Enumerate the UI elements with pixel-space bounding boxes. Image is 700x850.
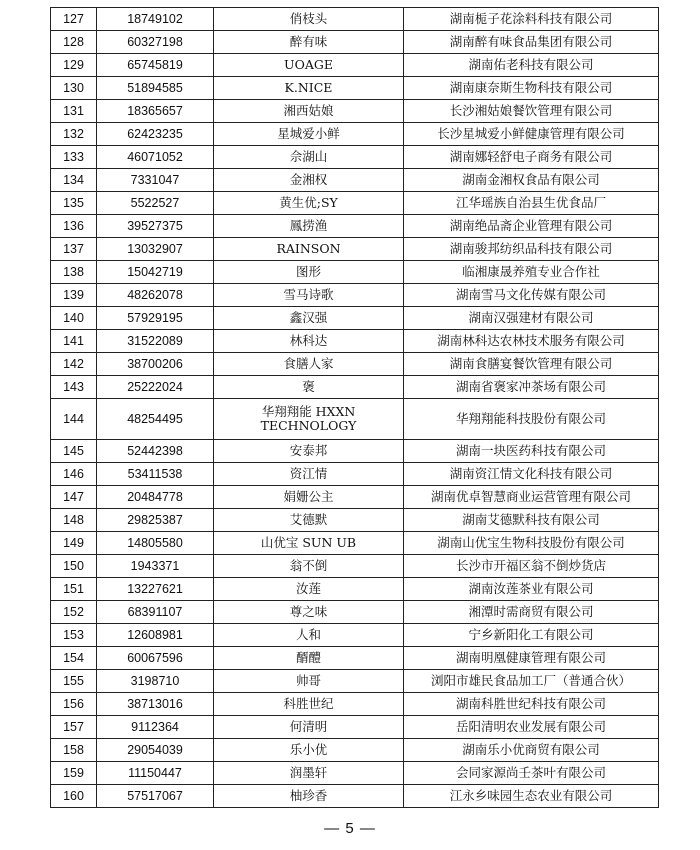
trademark-name: 汝莲 <box>214 578 404 601</box>
company-name: 会同家源尚壬茶叶有限公司 <box>404 762 659 785</box>
trademark-name: 山优宝 SUN UB <box>214 532 404 555</box>
table-row <box>51 330 659 353</box>
row-number: 151 <box>51 578 97 601</box>
trademark-name: 艾德默 <box>214 509 404 532</box>
company-name: 长沙星城爱小鲜健康管理有限公司 <box>404 123 659 146</box>
row-number: 128 <box>51 31 97 54</box>
row-number: 145 <box>51 440 97 463</box>
table-row <box>51 762 659 785</box>
table-row <box>51 785 659 808</box>
row-number: 131 <box>51 100 97 123</box>
registration-number: 38700206 <box>97 353 214 376</box>
row-number: 135 <box>51 192 97 215</box>
row-number: 147 <box>51 486 97 509</box>
row-number: 159 <box>51 762 97 785</box>
company-name: 湖南乐小优商贸有限公司 <box>404 739 659 762</box>
company-name: 长沙市开福区翁不倒炒货店 <box>404 555 659 578</box>
trademark-name: 金湘权 <box>214 169 404 192</box>
registration-number: 14805580 <box>97 532 214 555</box>
trademark-name: K.NICE <box>214 77 404 100</box>
trademark-name: 湘西姑娘 <box>214 100 404 123</box>
table-row <box>51 215 659 238</box>
registration-number: 38713016 <box>97 693 214 716</box>
table-row <box>51 169 659 192</box>
table-row <box>51 123 659 146</box>
table-row <box>51 601 659 624</box>
company-name: 湖南优卓智慧商业运营管理有限公司 <box>404 486 659 509</box>
company-name: 湖南金湘权食品有限公司 <box>404 169 659 192</box>
table-body <box>51 8 659 808</box>
row-number: 148 <box>51 509 97 532</box>
company-name: 宁乡新阳化工有限公司 <box>404 624 659 647</box>
table-row <box>51 578 659 601</box>
table-row <box>51 624 659 647</box>
row-number: 160 <box>51 785 97 808</box>
row-number: 140 <box>51 307 97 330</box>
trademark-name: 俏枝头 <box>214 8 404 31</box>
trademark-name: 娟姗公主 <box>214 486 404 509</box>
trademark-name: 柚珍香 <box>214 785 404 808</box>
registration-number: 11150447 <box>97 762 214 785</box>
trademark-name: 食膳人家 <box>214 353 404 376</box>
row-number: 138 <box>51 261 97 284</box>
registration-number: 12608981 <box>97 624 214 647</box>
company-name: 湖南食膳宴餐饮管理有限公司 <box>404 353 659 376</box>
registration-number: 13227621 <box>97 578 214 601</box>
registration-number: 57517067 <box>97 785 214 808</box>
trademark-name: 何清明 <box>214 716 404 739</box>
company-name: 湖南康奈斯生物科技有限公司 <box>404 77 659 100</box>
row-number: 142 <box>51 353 97 376</box>
registration-number: 18365657 <box>97 100 214 123</box>
table-row <box>51 8 659 31</box>
registration-number: 15042719 <box>97 261 214 284</box>
company-name: 湖南骏邦纺织品科技有限公司 <box>404 238 659 261</box>
table-row <box>51 77 659 100</box>
row-number: 143 <box>51 376 97 399</box>
company-name: 临湘康晟养殖专业合作社 <box>404 261 659 284</box>
row-number: 136 <box>51 215 97 238</box>
table-row <box>51 463 659 486</box>
company-name: 湖南山优宝生物科技股份有限公司 <box>404 532 659 555</box>
table-row <box>51 440 659 463</box>
registration-number: 7331047 <box>97 169 214 192</box>
registration-number: 18749102 <box>97 8 214 31</box>
registration-number: 46071052 <box>97 146 214 169</box>
trademark-name: 褒 <box>214 376 404 399</box>
company-name: 华翔翔能科技股份有限公司 <box>404 399 659 440</box>
trademark-table <box>50 7 659 808</box>
trademark-name: 图形 <box>214 261 404 284</box>
trademark-name: 林科达 <box>214 330 404 353</box>
registration-number: 20484778 <box>97 486 214 509</box>
company-name: 湖南科胜世纪科技有限公司 <box>404 693 659 716</box>
registration-number: 9112364 <box>97 716 214 739</box>
company-name: 湖南汉强建材有限公司 <box>404 307 659 330</box>
company-name: 湖南娜轻舒电子商务有限公司 <box>404 146 659 169</box>
row-number: 154 <box>51 647 97 670</box>
trademark-name: 佘湖山 <box>214 146 404 169</box>
table-row <box>51 100 659 123</box>
row-number: 155 <box>51 670 97 693</box>
registration-number: 68391107 <box>97 601 214 624</box>
trademark-name: 科胜世纪 <box>214 693 404 716</box>
company-name: 长沙湘姑娘餐饮管理有限公司 <box>404 100 659 123</box>
registration-number: 65745819 <box>97 54 214 77</box>
row-number: 134 <box>51 169 97 192</box>
row-number: 153 <box>51 624 97 647</box>
trademark-name: 醉有味 <box>214 31 404 54</box>
table-row <box>51 261 659 284</box>
registration-number: 62423235 <box>97 123 214 146</box>
registration-number: 3198710 <box>97 670 214 693</box>
row-number: 144 <box>51 399 97 440</box>
row-number: 156 <box>51 693 97 716</box>
trademark-name: 润墨轩 <box>214 762 404 785</box>
table-row <box>51 307 659 330</box>
trademark-name: 黄生优;SY <box>214 192 404 215</box>
trademark-name: 醑醴 <box>214 647 404 670</box>
table-row <box>51 31 659 54</box>
table-row <box>51 192 659 215</box>
table-row <box>51 716 659 739</box>
row-number: 130 <box>51 77 97 100</box>
table-row <box>51 353 659 376</box>
table-row <box>51 739 659 762</box>
trademark-name: 人和 <box>214 624 404 647</box>
trademark-name: 乐小优 <box>214 739 404 762</box>
table-row <box>51 486 659 509</box>
table-row <box>51 238 659 261</box>
company-name: 湖南林科达农林技术服务有限公司 <box>404 330 659 353</box>
row-number: 152 <box>51 601 97 624</box>
page-number: — 5 — <box>324 820 376 837</box>
company-name: 江永乡味园生态农业有限公司 <box>404 785 659 808</box>
trademark-name: 翁不倒 <box>214 555 404 578</box>
row-number: 146 <box>51 463 97 486</box>
trademark-name: 星城爱小鲜 <box>214 123 404 146</box>
table-row <box>51 693 659 716</box>
row-number: 158 <box>51 739 97 762</box>
registration-number: 29825387 <box>97 509 214 532</box>
company-name: 湖南艾德默科技有限公司 <box>404 509 659 532</box>
row-number: 150 <box>51 555 97 578</box>
registration-number: 60067596 <box>97 647 214 670</box>
registration-number: 1943371 <box>97 555 214 578</box>
registration-number: 48262078 <box>97 284 214 307</box>
trademark-name: RAINSON <box>214 238 404 261</box>
registration-number: 25222024 <box>97 376 214 399</box>
company-name: 湖南醉有味食品集团有限公司 <box>404 31 659 54</box>
row-number: 157 <box>51 716 97 739</box>
row-number: 137 <box>51 238 97 261</box>
row-number: 133 <box>51 146 97 169</box>
trademark-name: 雪马诗歌 <box>214 284 404 307</box>
company-name: 岳阳清明农业发展有限公司 <box>404 716 659 739</box>
row-number: 149 <box>51 532 97 555</box>
company-name: 湖南明凰健康管理有限公司 <box>404 647 659 670</box>
row-number: 127 <box>51 8 97 31</box>
registration-number: 57929195 <box>97 307 214 330</box>
trademark-name: 安泰邦 <box>214 440 404 463</box>
company-name: 湖南省褒家冲茶场有限公司 <box>404 376 659 399</box>
table-row <box>51 670 659 693</box>
registration-number: 48254495 <box>97 399 214 440</box>
table-row <box>51 146 659 169</box>
table-row <box>51 555 659 578</box>
table-row <box>51 399 659 440</box>
trademark-name: 资江情 <box>214 463 404 486</box>
company-name: 湖南汝莲茶业有限公司 <box>404 578 659 601</box>
company-name: 浏阳市雄民食品加工厂（普通合伙） <box>404 670 659 693</box>
trademark-name: 鑫汉强 <box>214 307 404 330</box>
table-row <box>51 284 659 307</box>
registration-number: 5522527 <box>97 192 214 215</box>
trademark-name: UOAGE <box>214 54 404 77</box>
registration-number: 13032907 <box>97 238 214 261</box>
company-name: 江华瑶族自治县生优食品厂 <box>404 192 659 215</box>
table-row <box>51 509 659 532</box>
row-number: 141 <box>51 330 97 353</box>
trademark-name: 华翔翔能 HXXN TECHNOLOGY <box>214 399 404 440</box>
table-row <box>51 54 659 77</box>
table-row <box>51 376 659 399</box>
registration-number: 52442398 <box>97 440 214 463</box>
registration-number: 53411538 <box>97 463 214 486</box>
company-name: 湖南栀子花涂料科技有限公司 <box>404 8 659 31</box>
registration-number: 29054039 <box>97 739 214 762</box>
registration-number: 60327198 <box>97 31 214 54</box>
trademark-name: 鳳捞渔 <box>214 215 404 238</box>
company-name: 湖南资江情文化科技有限公司 <box>404 463 659 486</box>
registration-number: 31522089 <box>97 330 214 353</box>
table-row <box>51 532 659 555</box>
company-name: 湘潭时需商贸有限公司 <box>404 601 659 624</box>
company-name: 湖南雪马文化传媒有限公司 <box>404 284 659 307</box>
registration-number: 51894585 <box>97 77 214 100</box>
row-number: 132 <box>51 123 97 146</box>
trademark-name: 尊之味 <box>214 601 404 624</box>
row-number: 129 <box>51 54 97 77</box>
company-name: 湖南佑老科技有限公司 <box>404 54 659 77</box>
trademark-name: 帅哥 <box>214 670 404 693</box>
company-name: 湖南一块医药科技有限公司 <box>404 440 659 463</box>
company-name: 湖南绝品斋企业管理有限公司 <box>404 215 659 238</box>
row-number: 139 <box>51 284 97 307</box>
table-row <box>51 647 659 670</box>
registration-number: 39527375 <box>97 215 214 238</box>
